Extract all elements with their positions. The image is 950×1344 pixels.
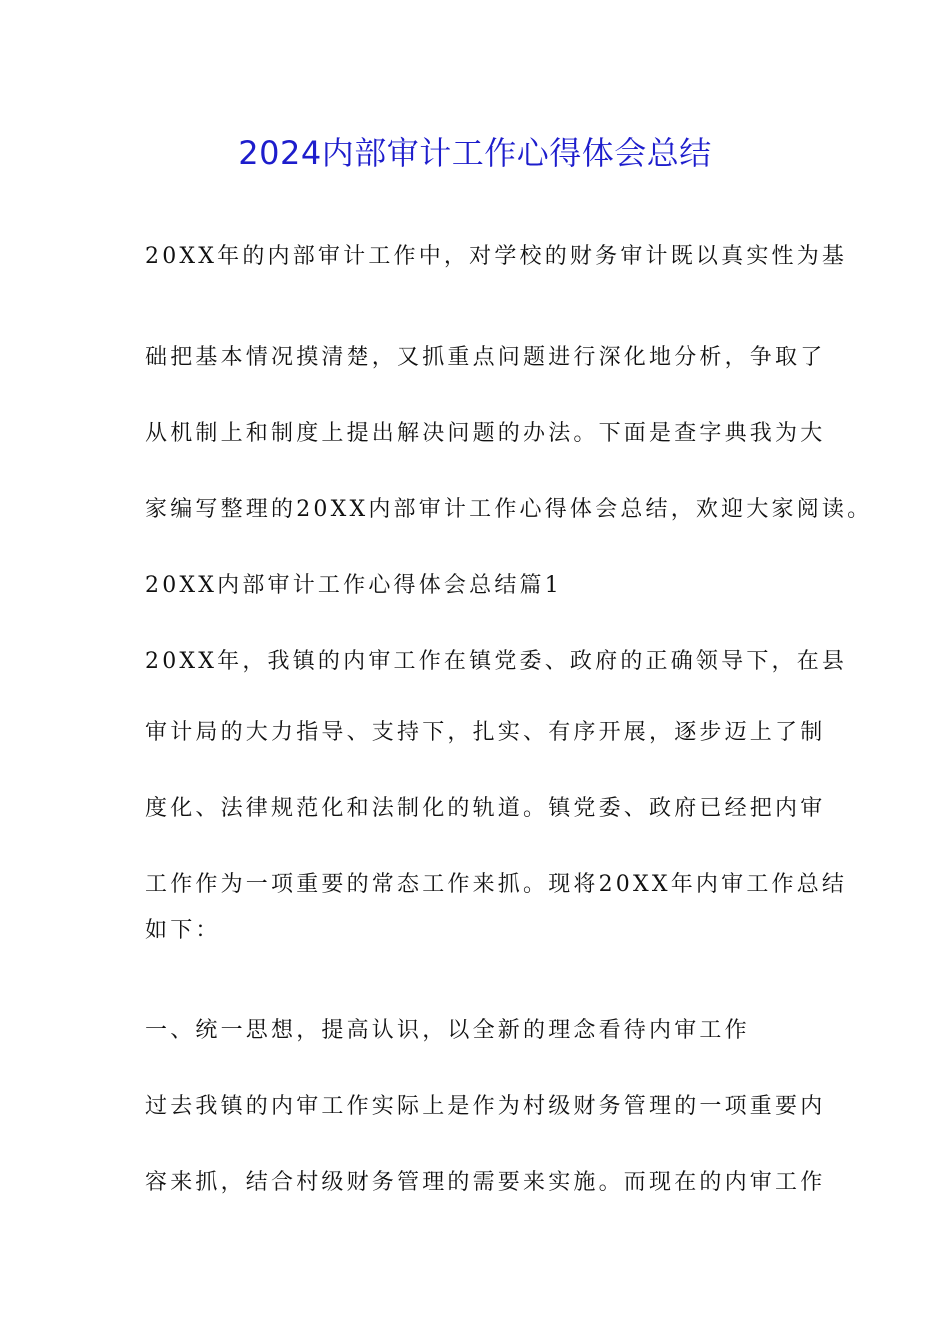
paragraph-line: 家编写整理的20XX内部审计工作心得体会总结，欢迎大家阅读。: [145, 497, 873, 522]
section-heading: 一、统一思想，提高认识，以全新的理念看待内审工作: [145, 1018, 750, 1043]
paragraph-line: 容来抓，结合村级财务管理的需要来实施。而现在的内审工作: [145, 1170, 826, 1195]
paragraph-line: 20XX年，我镇的内审工作在镇党委、政府的正确领导下，在县: [145, 649, 848, 674]
paragraph-line: 度化、法律规范化和法制化的轨道。镇党委、政府已经把内审: [145, 796, 826, 821]
paragraph-line: 工作作为一项重要的常态工作来抓。现将20XX年内审工作总结: [145, 872, 848, 897]
paragraph-line: 20XX年的内部审计工作中，对学校的财务审计既以真实性为基: [145, 244, 848, 269]
paragraph-line: 过去我镇的内审工作实际上是作为村级财务管理的一项重要内: [145, 1094, 826, 1119]
paragraph-line: 从机制上和制度上提出解决问题的办法。下面是查字典我为大: [145, 421, 826, 446]
paragraph-line: 如下：: [145, 918, 221, 943]
section-heading: 20XX内部审计工作心得体会总结篇1: [145, 573, 562, 598]
paragraph-line: 础把基本情况摸清楚，又抓重点问题进行深化地分析，争取了: [145, 345, 826, 370]
paragraph-line: 审计局的大力指导、支持下，扎实、有序开展，逐步迈上了制: [145, 720, 826, 745]
document-title: 2024内部审计工作心得体会总结: [238, 134, 712, 172]
